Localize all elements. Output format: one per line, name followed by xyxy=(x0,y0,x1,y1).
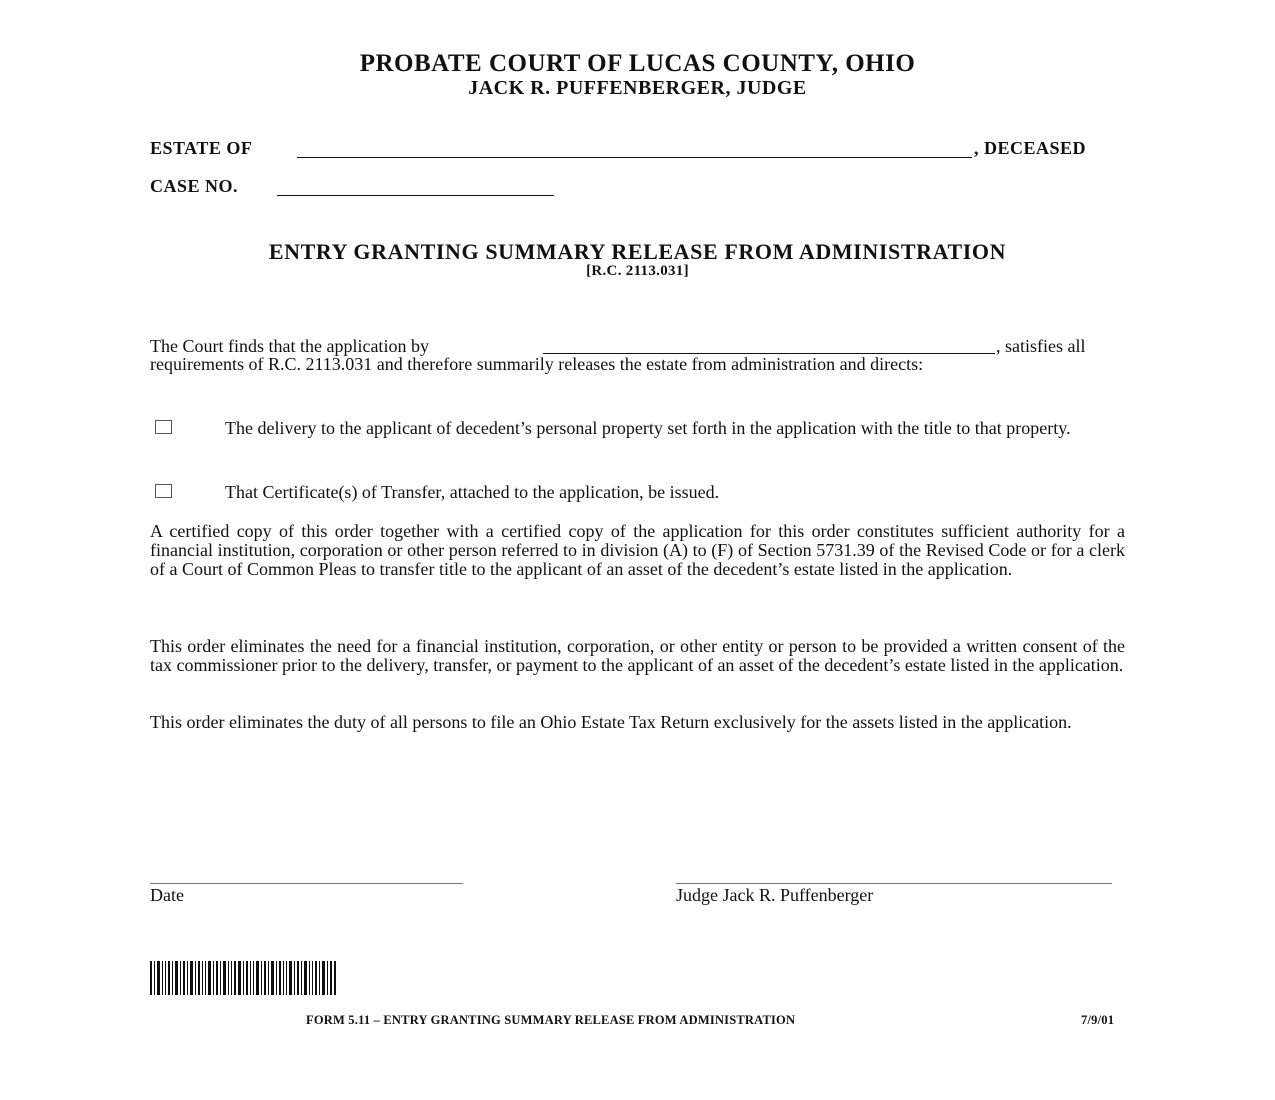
judge-signature-label: Judge Jack R. Puffenberger xyxy=(676,885,874,905)
judge-heading: JACK R. PUFFENBERGER, JUDGE xyxy=(468,77,807,99)
form-footer-title: FORM 5.11 – ENTRY GRANTING SUMMARY RELEASE FROM ADMINISTRATION xyxy=(306,1013,796,1027)
findings-continuation: requirements of R.C. 2113.031 and therefore summarily releases the estate from administration and directs: xyxy=(150,354,924,374)
deceased-label: , DECEASED xyxy=(974,138,1087,158)
certificate-item-text: That Certificate(s) of Transfer, attached to the application, be issued. xyxy=(225,482,720,502)
delivery-checkbox[interactable] xyxy=(155,420,172,434)
authority-paragraph: A certified copy of this order together with a certified copy of the application for this order constitutes sufficient authority for a financial institution, corporation or other person referred to in division (A) to (F) of Section 5731.39 of the Revised Code or for a clerk of a Court of Common Pleas to transfer title to the applicant of an asset of the decedent’s estate listed in the application. xyxy=(150,521,1125,579)
court-name: PROBATE COURT OF LUCAS COUNTY, OHIO xyxy=(359,50,916,77)
form-revision-date: 7/9/01 xyxy=(1081,1013,1115,1027)
date-label: Date xyxy=(150,885,184,905)
document-title: ENTRY GRANTING SUMMARY RELEASE FROM ADMINISTRATION xyxy=(268,239,1007,264)
consent-paragraph: This order eliminates the need for a financial institution, corporation, or other entity or person to be provided a written consent of the tax commissioner prior to the delivery, transfer, or payment to the applicant of an asset of the decedent’s estate listed in the application. xyxy=(150,636,1125,675)
case-number-field[interactable] xyxy=(277,195,554,196)
barcode-image xyxy=(150,961,340,995)
judge-signature-line[interactable] xyxy=(676,883,1112,884)
findings-suffix: , satisfies all xyxy=(996,336,1086,356)
delivery-item-text: The delivery to the applicant of decedent’s personal property set forth in the application with the title to that property. xyxy=(225,418,1071,438)
statute-reference: [R.C. 2113.031] xyxy=(586,263,689,279)
date-signature-line[interactable] xyxy=(150,883,463,884)
tax-return-paragraph: This order eliminates the duty of all persons to file an Ohio Estate Tax Return exclusively for the assets listed in the application. xyxy=(150,712,1072,732)
estate-name-field[interactable] xyxy=(297,157,972,158)
case-number-label: CASE NO. xyxy=(150,176,239,196)
findings-prefix: The Court finds that the application by xyxy=(150,336,429,356)
certificate-checkbox[interactable] xyxy=(155,484,172,498)
estate-label: ESTATE OF xyxy=(150,138,253,158)
